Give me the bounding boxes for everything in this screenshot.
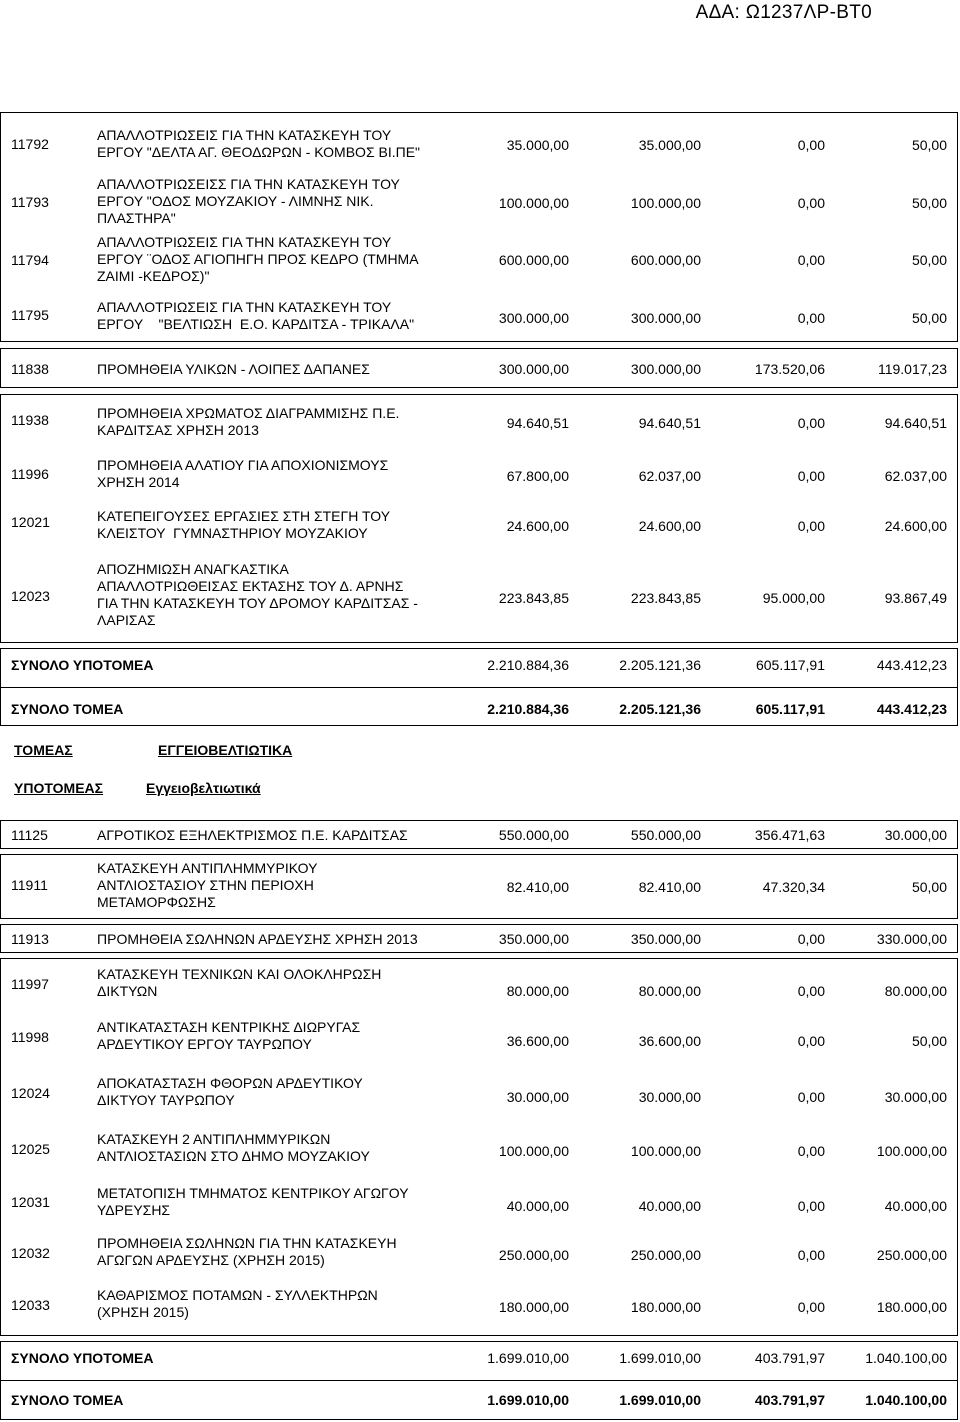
- value-2: 180.000,00: [630, 1299, 701, 1315]
- value-2: 24.600,00: [638, 518, 701, 534]
- value-4: 62.037,00: [884, 468, 947, 484]
- value-2: 80.000,00: [638, 983, 701, 999]
- value-2: 100.000,00: [630, 195, 701, 211]
- value-2: 1.699.010,00: [619, 1392, 701, 1408]
- value-2: 94.640,51: [638, 415, 701, 431]
- sector-label: ΤΟΜΕΑΣ: [14, 742, 73, 758]
- table-block-2: [0, 348, 958, 388]
- row-description: ΑΠΑΛΛΟΤΡΙΩΣΕΙΣΣ ΓΙΑ ΤΗΝ ΚΑΤΑΣΚΕΥΗ ΤΟΥ ΕΡΓΟΥ "ΟΔΟΣ ΜΟΥΖΑΚΙΟΥ - ΛΙΜΝΗΣ ΝΙΚ. ΠΛΑΣΤΗΡΑ": [97, 176, 400, 226]
- row-description: ΑΠΑΛΛΟΤΡΙΩΣΕΙΣ ΓΙΑ ΤΗΝ ΚΑΤΑΣΚΕΥΗ ΤΟΥ ΕΡΓΟΥ "ΒΕΛΤΙΩΣΗ Ε.Ο. ΚΑΡΔΙΤΣΑ - ΤΡΙΚΑΛΑ": [97, 299, 415, 332]
- value-4: 100.000,00: [876, 1143, 947, 1159]
- value-2: 40.000,00: [638, 1198, 701, 1214]
- value-1: 67.800,00: [506, 468, 569, 484]
- subsector-name: Εγγειοβελτιωτικά: [146, 780, 261, 796]
- value-4: 24.600,00: [884, 518, 947, 534]
- value-4: 1.040.100,00: [865, 1350, 947, 1366]
- row-code: 11996: [11, 466, 49, 482]
- value-1: 36.600,00: [506, 1033, 569, 1049]
- value-3: 0,00: [797, 1247, 825, 1263]
- sector-name: ΕΓΓΕΙΟΒΕΛΤΙΩΤΙΚΑ: [158, 742, 293, 758]
- value-1: 100.000,00: [498, 1143, 569, 1159]
- value-3: 47.320,34: [762, 879, 825, 895]
- value-3: 0,00: [797, 1089, 825, 1105]
- value-1: 350.000,00: [498, 931, 569, 947]
- row-code: 11792: [11, 136, 49, 152]
- row-code: 11795: [11, 307, 49, 323]
- value-3: 0,00: [797, 983, 825, 999]
- value-3: 0,00: [797, 1198, 825, 1214]
- row-description: ΑΠΑΛΛΟΤΡΙΩΣΕΙΣ ΓΙΑ ΤΗΝ ΚΑΤΑΣΚΕΥΗ ΤΟΥ ΕΡΓΟΥ ¨ΟΔΟΣ ΑΓΙΟΠΗΓΗ ΠΡΟΣ ΚΕΔΡΟ (ΤΜΗΜΑ ΖΑΙΜΙ -ΚΕΔΡΟΣ)": [97, 234, 419, 284]
- row-description: ΠΡΟΜΗΘΕΙΑ ΣΩΛΗΝΩΝ ΑΡΔΕΥΣΗΣ ΧΡΗΣΗ 2013: [97, 931, 418, 947]
- value-2: 35.000,00: [638, 137, 701, 153]
- divider: [1, 687, 957, 688]
- row-code: 12031: [11, 1194, 50, 1210]
- value-4: 50,00: [911, 310, 947, 326]
- value-1: 100.000,00: [498, 195, 569, 211]
- value-2: 300.000,00: [630, 310, 701, 326]
- table-block-4: [0, 820, 958, 849]
- subsector-label: ΥΠΟΤΟΜΕΑΣ: [14, 780, 104, 796]
- row-description: ΑΝΤΙΚΑΤΑΣΤΑΣΗ ΚΕΝΤΡΙΚΗΣ ΔΙΩΡΥΓΑΣ ΑΡΔΕΥΤΙΚΟΥ ΕΡΓΟΥ ΤΑΥΡΩΠΟΥ: [97, 1019, 361, 1052]
- value-3: 0,00: [797, 468, 825, 484]
- row-description: ΠΡΟΜΗΘΕΙΑ ΣΩΛΗΝΩΝ ΓΙΑ ΤΗΝ ΚΑΤΑΣΚΕΥΗ ΑΓΩΓΩΝ ΑΡΔΕΥΣΗΣ (ΧΡΗΣΗ 2015): [97, 1235, 397, 1268]
- value-4: 50,00: [911, 1033, 947, 1049]
- row-description: ΑΠΟΚΑΤΑΣΤΑΣΗ ΦΘΟΡΩΝ ΑΡΔΕΥΤΙΚΟΥ ΔΙΚΤΥΟΥ ΤΑΥΡΩΠΟΥ: [97, 1075, 363, 1108]
- value-3: 403.791,97: [754, 1392, 825, 1408]
- value-3: 0,00: [797, 415, 825, 431]
- value-1: 1.699.010,00: [487, 1350, 569, 1366]
- row-code: 12033: [11, 1297, 50, 1313]
- sector-total-label: ΣΥΝΟΛΟ ΤΟΜΕΑ: [11, 701, 124, 717]
- value-2: 82.410,00: [638, 879, 701, 895]
- row-description: ΑΓΡΟΤΙΚΟΣ ΕΞΗΛΕΚΤΡΙΣΜΟΣ Π.Ε. ΚΑΡΔΙΤΣΑΣ: [97, 827, 408, 843]
- value-1: 94.640,51: [506, 415, 569, 431]
- value-2: 62.037,00: [638, 468, 701, 484]
- value-3: 0,00: [797, 1033, 825, 1049]
- value-3: 0,00: [797, 252, 825, 268]
- value-4: 94.640,51: [884, 415, 947, 431]
- row-description: ΜΕΤΑΤΟΠΙΣΗ ΤΜΗΜΑΤΟΣ ΚΕΝΤΡΙΚΟΥ ΑΓΩΓΟΥ ΥΔΡΕΥΣΗΣ: [97, 1185, 409, 1218]
- value-3: 356.471,63: [754, 827, 825, 843]
- value-1: 1.699.010,00: [487, 1392, 569, 1408]
- row-code: 12024: [11, 1085, 50, 1101]
- table-block-7: [0, 958, 958, 1336]
- row-code: 11938: [11, 412, 49, 428]
- value-1: 24.600,00: [506, 518, 569, 534]
- value-2: 223.843,85: [630, 590, 701, 606]
- value-2: 2.205.121,36: [619, 701, 701, 717]
- value-2: 100.000,00: [630, 1143, 701, 1159]
- table-block-3: [0, 394, 958, 643]
- row-description: ΠΡΟΜΗΘΕΙΑ ΥΛΙΚΩΝ - ΛΟΙΠΕΣ ΔΑΠΑΝΕΣ: [97, 361, 370, 377]
- subsector-total-label: ΣΥΝΟΛΟ ΥΠΟΤΟΜΕΑ: [11, 657, 154, 673]
- value-3: 173.520,06: [754, 361, 825, 377]
- sector-total-label: ΣΥΝΟΛΟ ΤΟΜΕΑ: [11, 1392, 124, 1408]
- divider: [1, 1380, 957, 1381]
- value-4: 40.000,00: [884, 1198, 947, 1214]
- value-2: 550.000,00: [630, 827, 701, 843]
- value-1: 40.000,00: [506, 1198, 569, 1214]
- value-4: 50,00: [911, 879, 947, 895]
- value-1: 550.000,00: [498, 827, 569, 843]
- value-1: 80.000,00: [506, 983, 569, 999]
- value-3: 605.117,91: [755, 657, 825, 673]
- totals-block-2: [0, 1341, 958, 1420]
- value-2: 350.000,00: [630, 931, 701, 947]
- row-description: ΚΑΤΑΣΚΕΥΗ ΑΝΤΙΠΛΗΜΜΥΡΙΚΟΥ ΑΝΤΛΙΟΣΤΑΣΙΟΥ ΣΤΗΝ ΠΕΡΙΟΧΗ ΜΕΤΑΜΟΡΦΩΣΗΣ: [97, 860, 318, 910]
- value-3: 0,00: [797, 1143, 825, 1159]
- row-description: ΠΡΟΜΗΘΕΙΑ ΑΛΑΤΙΟΥ ΓΙΑ ΑΠΟΧΙΟΝΙΣΜΟΥΣ ΧΡΗΣΗ 2014: [97, 457, 389, 490]
- value-3: 0,00: [797, 137, 825, 153]
- table-block-6: [0, 924, 958, 953]
- totals-block-1: [0, 648, 958, 726]
- value-1: 2.210.884,36: [487, 701, 569, 717]
- row-code: 11794: [11, 252, 49, 268]
- row-description: ΚΑΤΑΣΚΕΥΗ ΤΕΧΝΙΚΩΝ ΚΑΙ ΟΛΟΚΛΗΡΩΣΗ ΔΙΚΤΥΩΝ: [97, 966, 382, 999]
- value-1: 35.000,00: [506, 137, 569, 153]
- value-4: 443.412,23: [876, 701, 947, 717]
- value-1: 250.000,00: [498, 1247, 569, 1263]
- value-1: 300.000,00: [498, 361, 569, 377]
- value-2: 2.205.121,36: [619, 657, 701, 673]
- subsector-total-label: ΣΥΝΟΛΟ ΥΠΟΤΟΜΕΑ: [11, 1350, 154, 1366]
- value-1: 30.000,00: [506, 1089, 569, 1105]
- table-block-1: [0, 112, 958, 342]
- value-4: 250.000,00: [876, 1247, 947, 1263]
- value-2: 1.699.010,00: [619, 1350, 701, 1366]
- value-1: 2.210.884,36: [487, 657, 569, 673]
- row-description: ΠΡΟΜΗΘΕΙΑ ΧΡΩΜΑΤΟΣ ΔΙΑΓΡΑΜΜΙΣΗΣ Π.Ε. ΚΑΡΔΙΤΣΑΣ ΧΡΗΣΗ 2013: [97, 405, 400, 438]
- row-code: 11838: [11, 361, 49, 377]
- row-code: 11997: [11, 976, 49, 992]
- row-description: ΚΑΤΕΠΕΙΓΟΥΣΕΣ ΕΡΓΑΣΙΕΣ ΣΤΗ ΣΤΕΓΗ ΤΟΥ ΚΛΕΙΣΤΟΥ ΓΥΜΝΑΣΤΗΡΙΟΥ ΜΟΥΖΑΚΙΟΥ: [97, 508, 391, 541]
- row-code: 11998: [11, 1029, 49, 1045]
- value-1: 82.410,00: [506, 879, 569, 895]
- value-3: 0,00: [797, 195, 825, 211]
- row-code: 11793: [11, 194, 49, 210]
- value-1: 600.000,00: [498, 252, 569, 268]
- value-2: 30.000,00: [638, 1089, 701, 1105]
- value-3: 0,00: [797, 310, 825, 326]
- value-2: 36.600,00: [638, 1033, 701, 1049]
- value-4: 443.412,23: [876, 657, 947, 673]
- ada-watermark: ΑΔΑ: Ω1237ΛΡ-ΒΤ0: [695, 2, 872, 23]
- value-4: 1.040.100,00: [865, 1392, 947, 1408]
- value-1: 180.000,00: [498, 1299, 569, 1315]
- value-4: 50,00: [911, 195, 947, 211]
- row-code: 11913: [11, 931, 49, 947]
- value-4: 119.017,23: [877, 361, 947, 377]
- table-block-5: [0, 854, 958, 919]
- row-code: 12021: [11, 514, 50, 530]
- row-description: ΑΠΟΖΗΜΙΩΣΗ ΑΝΑΓΚΑΣΤΙΚΑ ΑΠΑΛΛΟΤΡΙΩΘΕΙΣΑΣ ΕΚΤΑΣΗΣ ΤΟΥ Δ. ΑΡΝΗΣ ΓΙΑ ΤΗΝ ΚΑΤΑΣΚΕΥΗ ΤΟΥ ΔΡΟΜΟΥ ΚΑΡΔΙΤΣΑΣ - ΛΑΡΙΣΑΣ: [97, 561, 418, 628]
- value-4: 50,00: [911, 252, 947, 268]
- value-3: 95.000,00: [762, 590, 825, 606]
- value-3: 0,00: [797, 931, 825, 947]
- value-2: 600.000,00: [630, 252, 701, 268]
- value-2: 250.000,00: [630, 1247, 701, 1263]
- value-2: 300.000,00: [630, 361, 701, 377]
- row-code: 11125: [11, 827, 48, 843]
- row-code: 12025: [11, 1141, 50, 1157]
- value-3: 403.791,97: [754, 1350, 825, 1366]
- value-4: 30.000,00: [884, 827, 947, 843]
- row-description: ΑΠΑΛΛΟΤΡΙΩΣΕΙΣ ΓΙΑ ΤΗΝ ΚΑΤΑΣΚΕΥΗ ΤΟΥ ΕΡΓΟΥ "ΔΕΛΤΑ ΑΓ. ΘΕΟΔΩΡΩΝ - ΚΟΜΒΟΣ ΒΙ.ΠΕ": [97, 127, 421, 160]
- value-4: 80.000,00: [884, 983, 947, 999]
- value-4: 93.867,49: [884, 590, 947, 606]
- value-1: 300.000,00: [498, 310, 569, 326]
- row-code: 11911: [11, 877, 48, 893]
- value-3: 605.117,91: [755, 701, 825, 717]
- row-code: 12032: [11, 1245, 50, 1261]
- value-4: 180.000,00: [876, 1299, 947, 1315]
- row-description: ΚΑΘΑΡΙΣΜΟΣ ΠΟΤΑΜΩΝ - ΣΥΛΛΕΚΤΗΡΩΝ (ΧΡΗΣΗ 2015): [97, 1287, 378, 1320]
- value-4: 30.000,00: [884, 1089, 947, 1105]
- value-4: 50,00: [911, 137, 947, 153]
- value-3: 0,00: [797, 518, 825, 534]
- row-code: 12023: [11, 588, 50, 604]
- row-description: ΚΑΤΑΣΚΕΥΗ 2 ΑΝΤΙΠΛΗΜΜΥΡΙΚΩΝ ΑΝΤΛΙΟΣΤΑΣΙΩΝ ΣΤΟ ΔΗΜΟ ΜΟΥΖΑΚΙΟΥ: [97, 1131, 370, 1164]
- value-3: 0,00: [797, 1299, 825, 1315]
- value-1: 223.843,85: [498, 590, 569, 606]
- value-4: 330.000,00: [876, 931, 947, 947]
